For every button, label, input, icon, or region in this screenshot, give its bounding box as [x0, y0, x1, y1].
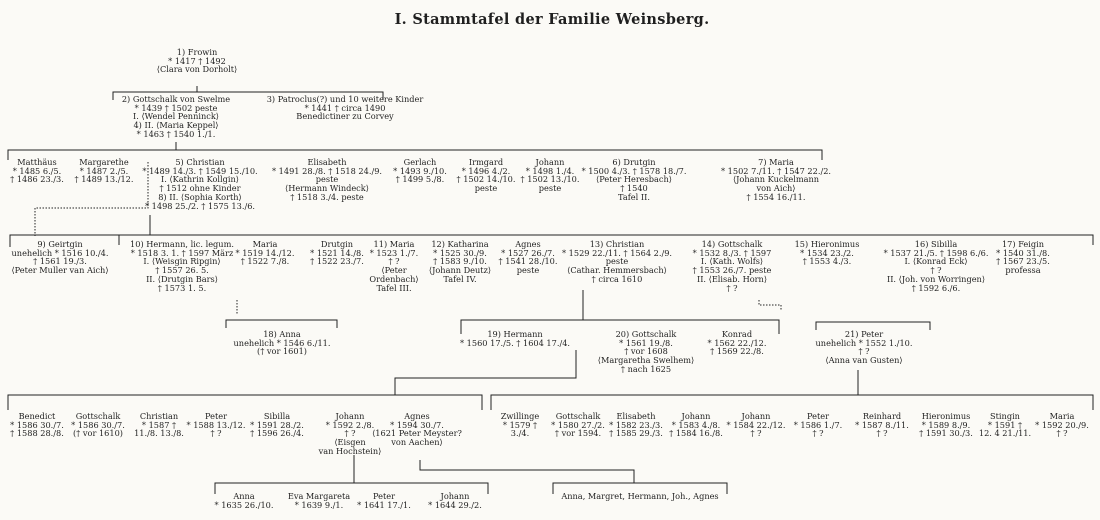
person-christian [142, 158, 257, 210]
person-detail: († vor 1610) [72, 428, 123, 439]
person-drutgin2 [310, 240, 364, 266]
person-detail: † 1567 23./5. [996, 256, 1050, 267]
person-name: 3) Patroclus(?) und 10 weitere Kinder [266, 94, 424, 104]
person-gottschalk [122, 95, 230, 139]
person-name: Johann [335, 411, 365, 421]
person-detail: † 1512 ohne Kinder [159, 183, 241, 194]
person-patroclus [267, 95, 424, 121]
person-name: Anna, Margret, Hermann, Joh., Agnes [561, 491, 719, 501]
person-detail: peste [474, 183, 498, 194]
person-detail: unehelich * 1546 6./11. [233, 337, 331, 348]
person-detail: * 1441 † circa 1490 [304, 102, 386, 113]
person-detail: * 1463 † 1540 1./1. [136, 128, 216, 139]
person-detail: († vor 1601) [257, 346, 307, 357]
person-maria1 [721, 158, 831, 202]
person-name: 17) Feigin [1001, 239, 1045, 249]
person-benedict [10, 412, 64, 438]
person-detail: peste [516, 265, 540, 276]
person-name: 7) Maria [758, 157, 794, 167]
person-detail: * 1527 26./7. [501, 247, 555, 258]
person-detail: † 1569 22./8. [710, 346, 764, 357]
person-detail: peste [605, 256, 629, 267]
person-detail: † 1489 13./12. [74, 174, 134, 185]
person-detail: † ? [726, 282, 738, 293]
person-detail: * 1587 † [141, 419, 177, 430]
person-detail: † ? [858, 346, 870, 357]
person-name: Agnes [515, 239, 541, 249]
person-name: 19) Hermann [487, 329, 543, 339]
person-detail: † ? [930, 265, 942, 276]
person-name: Maria [252, 239, 278, 249]
person-detail: * 1644 29./2. [428, 499, 482, 510]
person-detail: I. ⟨Konrad Eck⟩ [904, 256, 968, 267]
person-detail: * 1521 14./8. [310, 247, 364, 258]
person-detail: † ? [876, 428, 888, 439]
person-detail: 8) II. ⟨Sophia Korth⟩ [158, 191, 242, 202]
person-detail: † nach 1625 [620, 363, 672, 374]
person-irmgard [457, 158, 516, 193]
person-detail: I. ⟨Wendel Penninck⟩ [133, 111, 219, 122]
person-name: 16) Sibilla [914, 239, 958, 249]
person-detail: * 1591 † [987, 419, 1023, 430]
person-detail: Tafel III. [376, 282, 412, 293]
person-detail: * 1489 14./3. † 1549 15./10. [142, 165, 258, 176]
person-detail: * 1561 19./8. [619, 337, 673, 348]
person-johann1 [521, 158, 580, 193]
person-name: Hieronimus [921, 411, 971, 421]
person-detail: I. ⟨Kath. Wolfs⟩ [700, 256, 764, 267]
person-detail: ⟨Johann Kuckelmann [732, 174, 820, 185]
person-detail: peste [538, 183, 562, 194]
person-detail: † 1596 26./4. [250, 428, 304, 439]
person-detail: ⟨Margaretha Swelhem⟩ [597, 355, 695, 366]
person-detail: * 1586 1./7. [793, 419, 843, 430]
person-detail: * 1525 30./9. [433, 247, 487, 258]
person-detail: * 1529 22./11. † 1564 2./9. [561, 247, 673, 258]
person-detail: van Hochstein⟩ [318, 445, 382, 456]
person-detail: II. ⟨Drutgin Bars⟩ [146, 273, 218, 284]
person-detail: II. ⟨Elisab. Horn⟩ [696, 273, 768, 284]
person-detail: * 1562 22./12. [707, 337, 767, 348]
person-detail: † ? [388, 256, 400, 267]
person-name: Maria [1049, 411, 1075, 421]
person-detail: 4) II. ⟨Maria Keppel⟩ [133, 120, 219, 131]
person-johann3 [669, 412, 723, 438]
person-detail: * 1591 28./2. [250, 419, 304, 430]
person-detail: Ordenbach⟩ [369, 273, 419, 284]
person-detail: † 1588 28./8. [10, 428, 64, 439]
person-stingin [979, 412, 1031, 438]
person-frowin [157, 48, 238, 74]
person-name: Agnes [404, 411, 430, 421]
person-evamargareta [288, 492, 350, 509]
person-christian2 [562, 240, 672, 284]
person-detail: ⟨Peter [381, 265, 407, 276]
person-detail: † 1561 19./3. [33, 256, 87, 267]
person-detail: † 1584 16./8. [669, 428, 723, 439]
person-elisabeth2 [609, 412, 663, 438]
person-name: 20) Gottschalk [615, 329, 677, 339]
person-detail: 11./8. 13./8. [134, 428, 184, 439]
person-name: Elisabeth [616, 411, 656, 421]
person-name: Johann [535, 157, 565, 167]
person-name: 21) Peter [844, 329, 884, 339]
person-detail: * 1592 20./9. [1035, 419, 1089, 430]
person-name: Sibilla [263, 411, 291, 421]
person-sibilla2 [250, 412, 304, 438]
person-detail: † ? [344, 428, 356, 439]
person-name: 10) Hermann, lic. legum. [130, 239, 234, 249]
person-detail: * 1579 † [502, 419, 538, 430]
person-detail: † 1522 7./8. [240, 256, 290, 267]
person-detail: ⟨1621 Peter Meyster? [372, 428, 462, 439]
person-detail: I. ⟨Kathrin Kollgin⟩ [160, 174, 239, 185]
person-detail: * 1439 † 1502 peste [134, 102, 218, 113]
person-name: Stingin [990, 411, 1020, 421]
person-detail: ⟨Eisgen [334, 437, 366, 448]
person-detail: ⟨Peter Muller van Aich⟩ [11, 265, 109, 276]
person-name: 14) Gottschalk [701, 239, 763, 249]
person-detail: * 1594 30./7. [390, 419, 444, 430]
person-detail: † 1583 9./10. [433, 256, 487, 267]
person-name: Gottschalk [75, 411, 121, 421]
person-name: Johann [440, 491, 470, 501]
person-detail: † 1554 16./11. [746, 191, 806, 202]
person-name: Gottschalk [555, 411, 601, 421]
person-gerlach [393, 158, 447, 184]
person-hieronimus2 [919, 412, 973, 438]
person-detail: † 1486 23./3. [10, 174, 64, 185]
person-name: Johann [681, 411, 711, 421]
person-peter2 [187, 412, 246, 438]
person-detail: † 1540 [620, 183, 648, 194]
person-detail: † 1553 4./3. [802, 256, 852, 267]
person-detail: † 1522 23./7. [310, 256, 364, 267]
person-detail: * 1589 8./9. [921, 419, 971, 430]
person-gottschalk3 [71, 412, 125, 438]
person-name: Christian [139, 411, 179, 421]
person-name: Benedict [18, 411, 56, 421]
person-konrad [708, 330, 767, 356]
person-detail: † 1585 29./3. [609, 428, 663, 439]
person-detail: † 1541 28./10. [498, 256, 558, 267]
person-anna18 [234, 330, 331, 356]
person-feigin [996, 240, 1050, 275]
person-detail: † 1573 1. 5. [157, 282, 207, 293]
person-detail: * 1487 2./5. [79, 165, 129, 176]
person-name: 1) Frowin [176, 47, 218, 57]
person-name: 2) Gottschalk von Swelme [121, 94, 231, 104]
person-name: Johann [741, 411, 771, 421]
person-detail: * 1582 23./3. [609, 419, 663, 430]
person-maria4 [1035, 412, 1089, 438]
person-detail: * 1534 23./2. [800, 247, 854, 258]
person-detail: ⟨Hermann Windeck⟩ [285, 183, 369, 194]
person-matthaeus [10, 158, 64, 184]
person-detail: ⟨Johann Deutz⟩ [428, 265, 492, 276]
person-name: 9) Geirtgin [37, 239, 83, 249]
person-name: Anna [233, 491, 255, 501]
person-detail: * 1417 † 1492 [168, 55, 226, 66]
person-detail: professa [1005, 265, 1041, 276]
person-gottschalk4 [551, 412, 605, 438]
person-gottschalk2 [693, 240, 772, 292]
person-detail: I. ⟨Weisgin Ripgin⟩ [143, 256, 221, 267]
person-detail: † 1591 30./3. [919, 428, 973, 439]
person-detail: * 1584 22./12. [726, 419, 786, 430]
person-detail: * 1502 7./11. † 1547 22./2. [720, 165, 832, 176]
person-margarethe [75, 158, 134, 184]
person-detail: * 1519 14./12. [235, 247, 295, 258]
person-peter3 [794, 412, 843, 438]
person-detail: * 1641 17./1. [357, 499, 411, 510]
person-reinhard [855, 412, 909, 438]
person-anna7 [215, 492, 274, 509]
person-detail: * 1540 31./8. [996, 247, 1050, 258]
person-name: Gerlach [403, 157, 437, 167]
person-drutgin1 [582, 158, 687, 202]
person-detail: 3./4. [510, 428, 530, 439]
person-detail: * 1588 13./12. [186, 419, 246, 430]
person-detail: unehelich * 1516 10./4. [11, 247, 109, 258]
person-detail: † 1518 3./4. peste [290, 191, 364, 202]
person-detail: † 1502 13./10. [520, 174, 580, 185]
person-detail: * 1518 3. 1. † 1597 März [130, 247, 234, 258]
person-agnes2 [372, 412, 462, 447]
person-name: Margarethe [79, 157, 129, 167]
person-name: 15) Hieronimus [794, 239, 860, 249]
person-detail: * 1586 30./7. [71, 419, 125, 430]
person-name: Eva Margareta [287, 491, 351, 501]
person-hermann [130, 240, 234, 292]
person-name: Peter [204, 411, 228, 421]
person-geirtgin [11, 240, 108, 275]
person-maria3 [369, 240, 418, 292]
person-name: 6) Drutgin [612, 157, 656, 167]
person-detail: † ? [812, 428, 824, 439]
person-detail: † 1553 26./7. peste [692, 265, 772, 276]
person-name: Zwillinge [500, 411, 540, 421]
person-gottschalk20 [598, 330, 694, 374]
person-detail: Tafel II. [618, 191, 650, 202]
person-name: Peter [372, 491, 396, 501]
person-detail: unehelich * 1552 1./10. [815, 337, 913, 348]
person-detail: * 1491 28./8. † 1518 24./9. [271, 165, 383, 176]
person-agnes1 [499, 240, 558, 275]
person-christian3 [134, 412, 184, 438]
person-detail: † 1557 26. 5. [155, 265, 209, 276]
page-title: I. Stammtafel der Familie Weinsberg. [394, 11, 710, 28]
person-name: Peter [806, 411, 830, 421]
person-detail: Benedictiner zu Corvey [296, 111, 394, 122]
person-detail: † 1592 6./6. [911, 282, 961, 293]
person-detail: † ? [1056, 428, 1068, 439]
person-name: 5) Christian [175, 157, 225, 167]
person-detail: * 1586 30./7. [10, 419, 64, 430]
person-name: 13) Christian [589, 239, 645, 249]
person-detail: * 1580 27./2. [551, 419, 605, 430]
person-detail: † vor 1594. [554, 428, 602, 439]
person-detail: * 1635 26./10. [214, 499, 274, 510]
person-detail: † 1502 14./10. [456, 174, 516, 185]
person-sibilla1 [884, 240, 989, 292]
person-detail: ⟨Clara von Dorholt⟩ [156, 64, 238, 75]
person-detail: peste [315, 174, 339, 185]
person-detail: ⟨Anna van Gusten⟩ [825, 355, 903, 366]
person-detail: * 1560 17./5. † 1604 17./4. [459, 337, 571, 348]
person-detail: † vor 1608 [624, 346, 668, 357]
person-detail: * 1583 4./8. [671, 419, 721, 430]
person-maria2 [236, 240, 295, 266]
person-detail: von Aachen⟩ [391, 437, 443, 448]
person-johann7 [428, 492, 482, 509]
person-detail: * 1485 6./5. [12, 165, 62, 176]
person-detail: † ? [750, 428, 762, 439]
person-detail: * 1498 1./4. [525, 165, 575, 176]
person-peter21 [816, 330, 913, 365]
person-detail: * 1639 9./1. [294, 499, 344, 510]
person-name: 12) Katharina [431, 239, 489, 249]
person-detail: * 1498 25./2. † 1575 13./6. [144, 200, 256, 211]
person-detail: 12. 4 21./11. [978, 428, 1032, 439]
person-detail: * 1500 4./3. † 1578 18./7. [581, 165, 687, 176]
person-peter7 [357, 492, 411, 509]
person-detail: † 1499 5./8. [395, 174, 445, 185]
person-detail: * 1523 1./7. [369, 247, 419, 258]
person-detail: Tafel IV. [443, 273, 477, 284]
person-detail: von Aich⟩ [756, 183, 796, 194]
person-name: Drutgin [320, 239, 354, 249]
person-agnes_children [561, 492, 718, 501]
person-hermann19 [460, 330, 570, 347]
person-name: Irmgard [468, 157, 504, 167]
person-johann4 [727, 412, 786, 438]
person-detail: ⟨Peter Heresbach⟩ [596, 174, 672, 185]
person-name: Reinhard [862, 411, 902, 421]
person-detail: † ? [210, 428, 222, 439]
person-detail: † circa 1610 [591, 273, 643, 284]
person-detail: * 1592 2./8. [325, 419, 375, 430]
person-name: Elisabeth [307, 157, 347, 167]
person-name: 11) Maria [373, 239, 415, 249]
person-detail: II. ⟨Joh. von Worringen⟩ [886, 273, 986, 284]
person-detail: * 1532 8./3. † 1597 [692, 247, 772, 258]
person-detail: * 1493 9./10. [393, 165, 447, 176]
person-zwillinge [501, 412, 540, 438]
person-detail: * 1537 21./5. † 1598 6./6. [883, 247, 989, 258]
person-name: Konrad [721, 329, 753, 339]
person-name: 18) Anna [263, 329, 301, 339]
person-detail: * 1496 4./2. [461, 165, 511, 176]
person-detail: ⟨Cathar. Hemmersbach⟩ [567, 265, 667, 276]
person-hieronimus1 [795, 240, 860, 266]
person-elisabeth [272, 158, 382, 202]
person-detail: * 1587 8./11. [855, 419, 909, 430]
person-katharina [429, 240, 491, 284]
person-name: Matthäus [17, 157, 57, 167]
